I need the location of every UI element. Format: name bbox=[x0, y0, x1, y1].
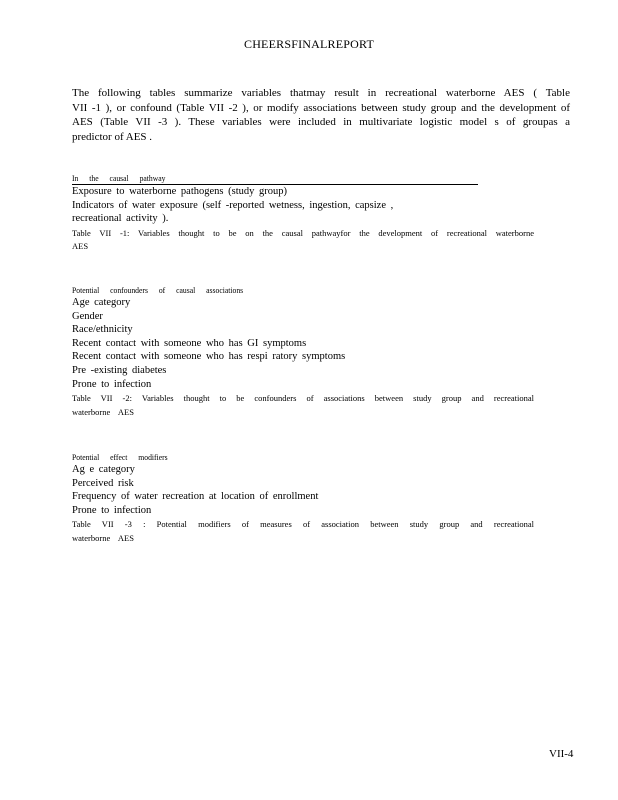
variable-list bbox=[72, 463, 552, 517]
section-heading: In the causal pathway bbox=[72, 173, 166, 183]
variable-item: Exposure to waterborne pathogens (study group) bbox=[72, 186, 287, 197]
variable-item: Frequency of water recreation at location of enrollment bbox=[72, 491, 319, 503]
table-caption: Table VII -3 : Potential modifiers of measures of association between study group and recreational waterborne AES bbox=[72, 519, 534, 543]
variable-list bbox=[72, 296, 552, 391]
variable-item: Ag e category bbox=[72, 464, 135, 475]
variable-item: Recent contact with someone who has GI symptoms bbox=[72, 337, 307, 349]
variable-item: Recent contact with someone who has respi ratory symptoms bbox=[72, 351, 346, 363]
table-caption: Table VII -1: Variables thought to be on the causal pathwayfor the development of recreational waterborne AES bbox=[72, 227, 534, 252]
variable-item: recreational activity ). bbox=[72, 213, 169, 225]
intro-line: AES (Table VII -3 ). These variables were included in multivariate logistic model s of groupas a bbox=[72, 116, 570, 128]
variable-item: Perceived risk bbox=[72, 477, 134, 489]
variable-item: Prone to infection bbox=[72, 504, 152, 516]
variable-item: Indicators of water exposure (self -reported wetness, ingestion, capsize , bbox=[72, 199, 394, 211]
variable-item: Pre -existing diabetes bbox=[72, 364, 167, 376]
table-caption: Table VII -2: Variables thought to be confounders of associations between study group and recreational waterborne AES bbox=[72, 393, 534, 417]
effect-modifiers-section bbox=[72, 451, 552, 545]
section-heading: Potential effect modifiers bbox=[72, 452, 168, 462]
variable-list bbox=[72, 185, 552, 226]
report-title: CHEERSFINALREPORT bbox=[243, 37, 375, 51]
variable-item: Prone to infection bbox=[72, 378, 152, 390]
intro-paragraph bbox=[72, 86, 570, 144]
page-number: VII-4 bbox=[549, 748, 574, 760]
causal-pathway-section bbox=[72, 172, 552, 254]
variable-item: Age category bbox=[72, 297, 131, 308]
confounders-section bbox=[72, 284, 552, 419]
intro-line: predictor of AES . bbox=[72, 130, 153, 143]
variable-item: Gender bbox=[72, 310, 103, 322]
section-heading: Potential confounders of causal associations bbox=[72, 285, 244, 295]
intro-line: The following tables summarize variables thatmay result in recreational waterborne AES ( Table bbox=[72, 87, 570, 99]
variable-item: Race/ethnicity bbox=[72, 324, 133, 336]
intro-line: VII -1 ), or confound (Table VII -2 ), or modify associations between study group and the development of bbox=[72, 101, 570, 114]
